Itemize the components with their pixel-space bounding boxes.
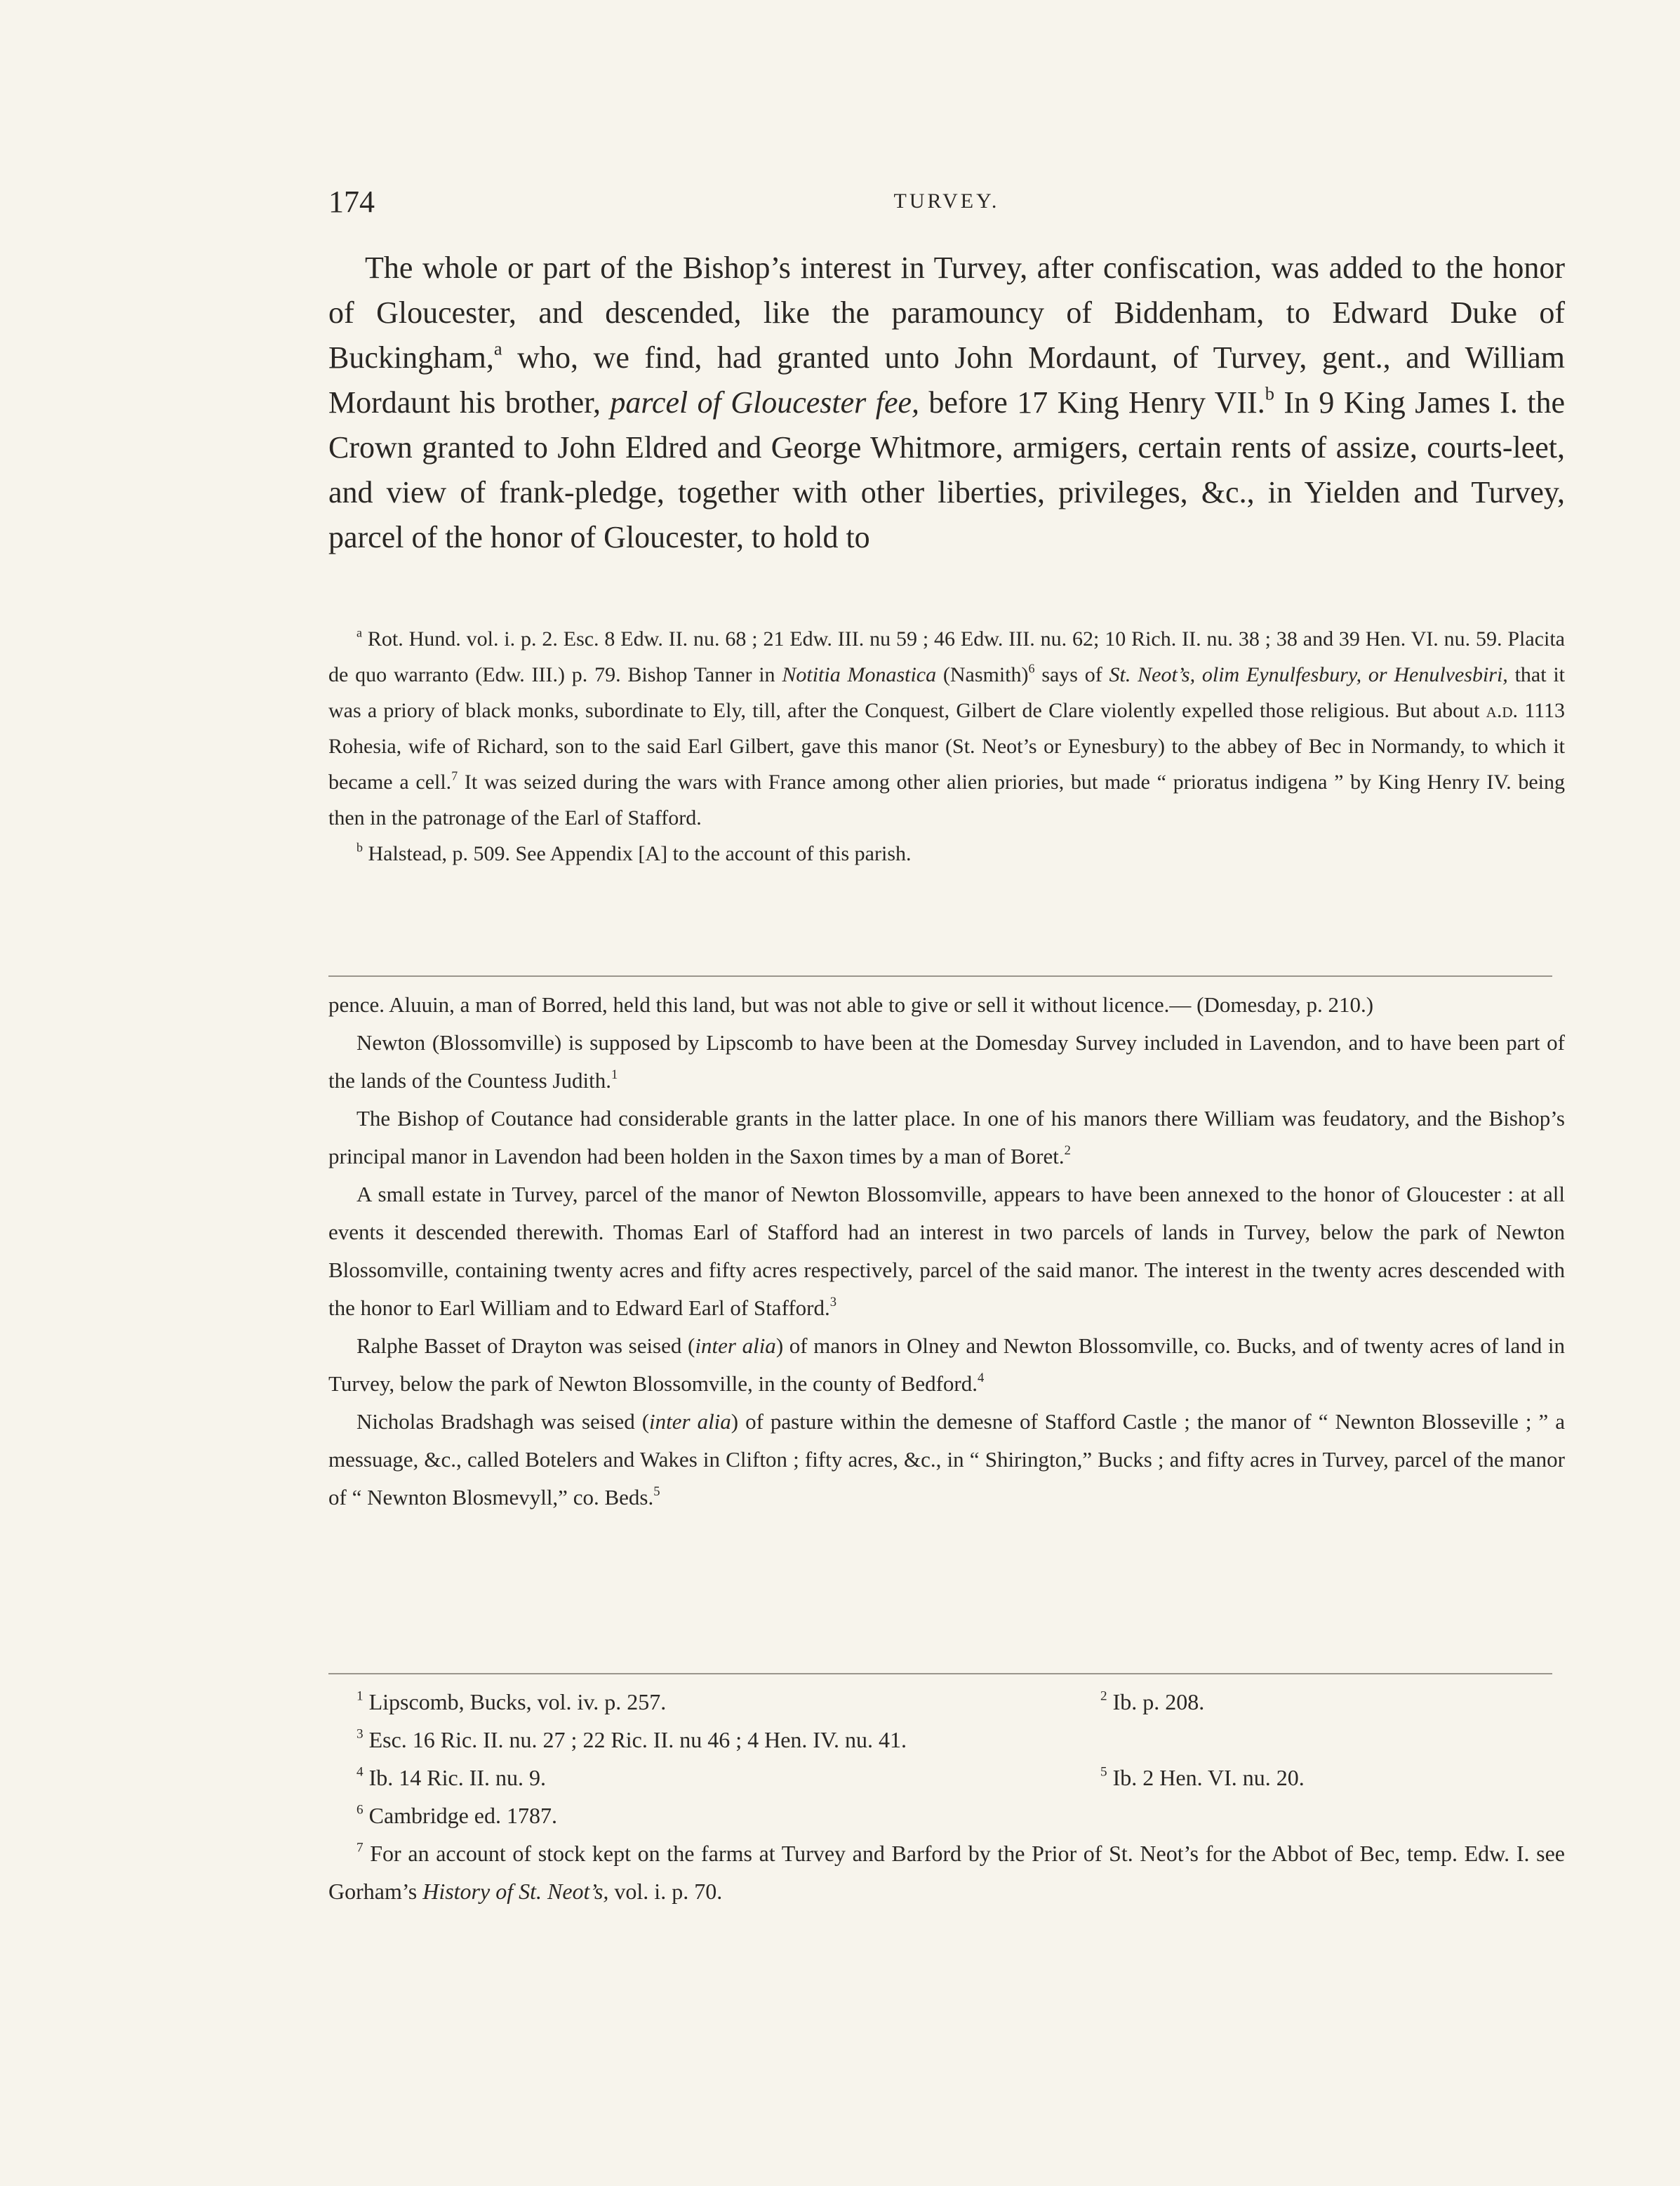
footnote-marker: b: [1265, 382, 1274, 404]
divider-rule: [328, 975, 1552, 977]
text-run: In 9 King James I. the Crown granted to John Eldred and George Whitmore, armigers, certain rents of assize, courts-leet, and view of frank-pledge, together with other liberties, privileges, &c., in Yielden and Turvey, parcel of the honor of Gloucester, to hold to: [328, 385, 1565, 554]
continued-notes: [328, 986, 1565, 1517]
footnote-marker: 6: [1028, 661, 1035, 676]
text-run: that it was a priory of black monks, subordinate to Ely, till, after the Conquest, Gilbert de Clare violently expelled those religious. But about: [328, 663, 1566, 722]
text-run: who, we find, had granted unto John Mordaunt, of Turvey, gent., and William Mordaunt his brother,: [328, 340, 1565, 420]
footnote-number: 6: [356, 1802, 364, 1818]
note-paragraph: [328, 1175, 1565, 1327]
footnote-rule: [328, 1673, 1552, 1674]
footnote-number: 5: [1100, 1764, 1107, 1780]
text-run: The whole or part of the Bishop’s interest in Turvey, after confiscation, was added to the honor of Gloucester, and descended, like the paramouncy of Biddenham, to Edward Duke of Buckingham,: [328, 251, 1565, 375]
text-run: Halstead, p. 509. See Appendix [A] to the account of this parish.: [363, 842, 912, 865]
text-run: A small estate in Turvey, parcel of the manor of Newton Blossomville, appears to have been annexed to the honor of Gloucester : at all events it descended therewith. Thomas Earl of Stafford had an interest in two parcels of lands in Turvey, below the park of Newton Blossomville, containing twenty acres and fifty acres respectively, parcel of the said manor. The interest in the twenty acres descended with the honor to Earl William and to Edward Earl of Stafford.: [328, 1182, 1565, 1320]
text-run: Esc. 16 Ric. II. nu. 27 ; 22 Ric. II. nu 46 ; 4 Hen. IV. nu. 41.: [363, 1727, 907, 1752]
small-caps-text: a.d.: [1486, 699, 1518, 722]
text-run: Cambridge ed. 1787.: [363, 1803, 557, 1828]
note-a: [328, 621, 1565, 836]
footnote-marker: 3: [829, 1294, 837, 1309]
footnote-number: 7: [356, 1840, 364, 1855]
footnote-2: [1100, 1683, 1204, 1721]
footnote-row: [328, 1683, 1565, 1721]
text-run: Newton (Blossomville) is supposed by Lipscomb to have been at the Domesday Survey included in Lavendon, and to have been part of the lands of the Countess Judith.: [328, 1030, 1565, 1093]
note-marker: a: [356, 625, 362, 640]
footnote-marker: 1: [611, 1067, 618, 1082]
footnote-marker: 2: [1064, 1142, 1071, 1158]
italic-phrase: History of St. Neot’s,: [422, 1879, 609, 1904]
footnote-row: [328, 1797, 1565, 1834]
text-run: The Bishop of Coutance had considerable grants in the latter place. In one of his manors there William was feudatory, and the Bishop’s principal manor in Lavendon had been holden in the Saxon times by a man of Boret.: [328, 1106, 1565, 1168]
footnote-7: [328, 1834, 1565, 1910]
footnote-1: [356, 1683, 666, 1721]
footnote-row: [328, 1721, 1565, 1759]
note-paragraph: [328, 1024, 1565, 1100]
footnotes: [328, 1683, 1565, 1910]
text-run: (Nasmith): [936, 663, 1029, 686]
text-run: before 17 King Henry VII.: [919, 385, 1265, 420]
italic-phrase: parcel of Gloucester fee,: [610, 385, 920, 420]
note-paragraph: pence. Aluuin, a man of Borred, held this land, but was not able to give or sell it without licence.— (Domesday, p. 210.): [328, 992, 1374, 1017]
text-run: Lipscomb, Bucks, vol. iv. p. 257.: [363, 1689, 667, 1714]
italic-phrase: St. Neot’s, olim Eynulfesbury, or Henulvesbiri,: [1109, 663, 1508, 686]
main-paragraph: [328, 246, 1565, 560]
note-paragraph: [328, 1327, 1565, 1403]
note-marker: b: [356, 840, 363, 855]
main-text: [328, 246, 1565, 560]
text-run: says of: [1034, 663, 1109, 686]
text-run: Ralphe Basset of Drayton was seised (: [356, 1333, 695, 1358]
footnote-number: 1: [356, 1688, 364, 1704]
footnote-marker: a: [493, 338, 502, 359]
footnote-number: 4: [356, 1764, 364, 1780]
footnote-5: [1100, 1759, 1305, 1797]
note-b: [328, 836, 1565, 872]
text-run: Ib. 14 Ric. II. nu. 9.: [363, 1765, 546, 1790]
footnote-4: [356, 1759, 546, 1797]
running-title: TURVEY.: [893, 189, 1000, 213]
side-notes: [328, 621, 1565, 872]
footnote-number: 2: [1100, 1688, 1107, 1704]
footnote-6: [356, 1797, 557, 1834]
text-run: ) of manors in Olney and Newton Blossomville, co. Bucks, and of twenty acres of land in Turvey, below the park of Newton Blossomville, in the county of Bedford.: [328, 1333, 1566, 1396]
text-run: Rot. Hund. vol. i. p. 2. Esc. 8 Edw. II. nu. 68 ; 21 Edw. III. nu 59 ; 46 Edw. III. nu. 62; 10 Rich. II. nu. 38 ; 38 and 39 Hen. VI. nu. 59. Placita de quo warranto (Edw. III.) p. 79. Bishop Tanner in: [328, 627, 1565, 686]
page-number: 174: [328, 185, 375, 219]
page-header: [328, 184, 1565, 219]
footnote-number: 3: [356, 1726, 364, 1742]
text-run: ) of pasture within the demesne of Stafford Castle ; the manor of “ Newnton Blosseville ; ” a messuage, &c., called Botelers and Wakes in Clifton ; fifty acres, &c., in “ Shirington,” Bucks ; and fifty acres in Turvey, parcel of the manor of “ Newnton Blosmevyll,” co. Beds.: [328, 1409, 1565, 1509]
text-run: Ib. p. 208.: [1107, 1689, 1205, 1714]
text-run: vol. i. p. 70.: [608, 1879, 723, 1904]
text-run: It was seized during the wars with France among other alien priories, but made “ prioratus indigena ” by King Henry IV. being then in the patronage of the Earl of Stafford.: [328, 771, 1566, 829]
text-run: Ib. 2 Hen. VI. nu. 20.: [1107, 1765, 1305, 1790]
footnote-marker: 5: [653, 1484, 660, 1499]
footnote-marker: 7: [451, 768, 458, 783]
text-run: Nicholas Bradshagh was seised (: [356, 1409, 650, 1434]
text-run: For an account of stock kept on the farms at Turvey and Barford by the Prior of St. Neot’s for the Abbot of Bec, temp. Edw. I. see Gorham’s: [328, 1841, 1565, 1904]
italic-phrase: inter alia: [695, 1333, 776, 1358]
note-paragraph: [328, 1100, 1565, 1175]
text-run: 1113 Rohesia, wife of Richard, son to the said Earl Gilbert, gave this manor (St. Neot’s or Eynesbury) to the abbey of Bec in Normandy, to which it became a cell.: [328, 699, 1565, 794]
italic-phrase: inter alia: [649, 1409, 731, 1434]
italic-phrase: Notitia Monastica: [782, 663, 937, 686]
footnote-marker: 4: [978, 1370, 985, 1385]
footnote-3: [356, 1721, 907, 1759]
footnote-row: [328, 1759, 1565, 1797]
note-paragraph: [328, 1403, 1565, 1517]
